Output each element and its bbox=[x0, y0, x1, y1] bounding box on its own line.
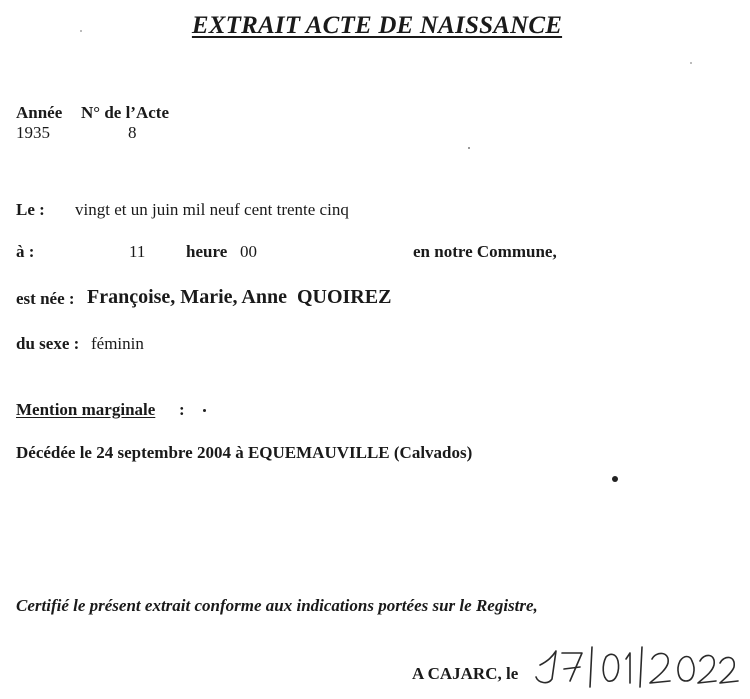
sexe-value: féminin bbox=[91, 334, 144, 353]
acte-label: N° de l’Acte bbox=[81, 103, 169, 122]
annee-value: 1935 bbox=[16, 123, 50, 142]
a-label: à : bbox=[16, 242, 35, 261]
annee-label: Année bbox=[16, 103, 63, 122]
nee-label: est née : bbox=[16, 289, 75, 308]
sexe-label: du sexe : bbox=[16, 334, 80, 353]
scan-speck bbox=[203, 409, 206, 412]
document-title: EXTRAIT ACTE DE NAISSANCE bbox=[191, 12, 563, 39]
le-value: vingt et un juin mil neuf cent trente cinq bbox=[75, 200, 349, 219]
scan-speck bbox=[80, 30, 82, 32]
child-name: Françoise, Marie, Anne QUOIREZ bbox=[87, 286, 392, 308]
deces-mention: Décédée le 24 septembre 2004 à EQUEMAUVILLE (Calvados) bbox=[16, 443, 473, 462]
hour-label: heure bbox=[186, 242, 228, 261]
minutes-value: 00 bbox=[240, 242, 257, 261]
signature-place: A CAJARC, le bbox=[412, 664, 519, 683]
scan-speck bbox=[468, 147, 470, 149]
mention-colon: : bbox=[179, 400, 185, 419]
commune-label: en notre Commune, bbox=[413, 242, 557, 261]
mention-label: Mention marginale bbox=[16, 400, 156, 419]
acte-value: 8 bbox=[128, 123, 137, 142]
scan-speck bbox=[690, 62, 692, 64]
handwritten-date bbox=[530, 635, 740, 699]
le-label: Le : bbox=[16, 200, 45, 219]
hour-value: 11 bbox=[129, 242, 146, 261]
certification-text: Certifié le présent extrait conforme aux indications portées sur le Registre, bbox=[16, 596, 538, 615]
scan-speck bbox=[612, 476, 618, 482]
